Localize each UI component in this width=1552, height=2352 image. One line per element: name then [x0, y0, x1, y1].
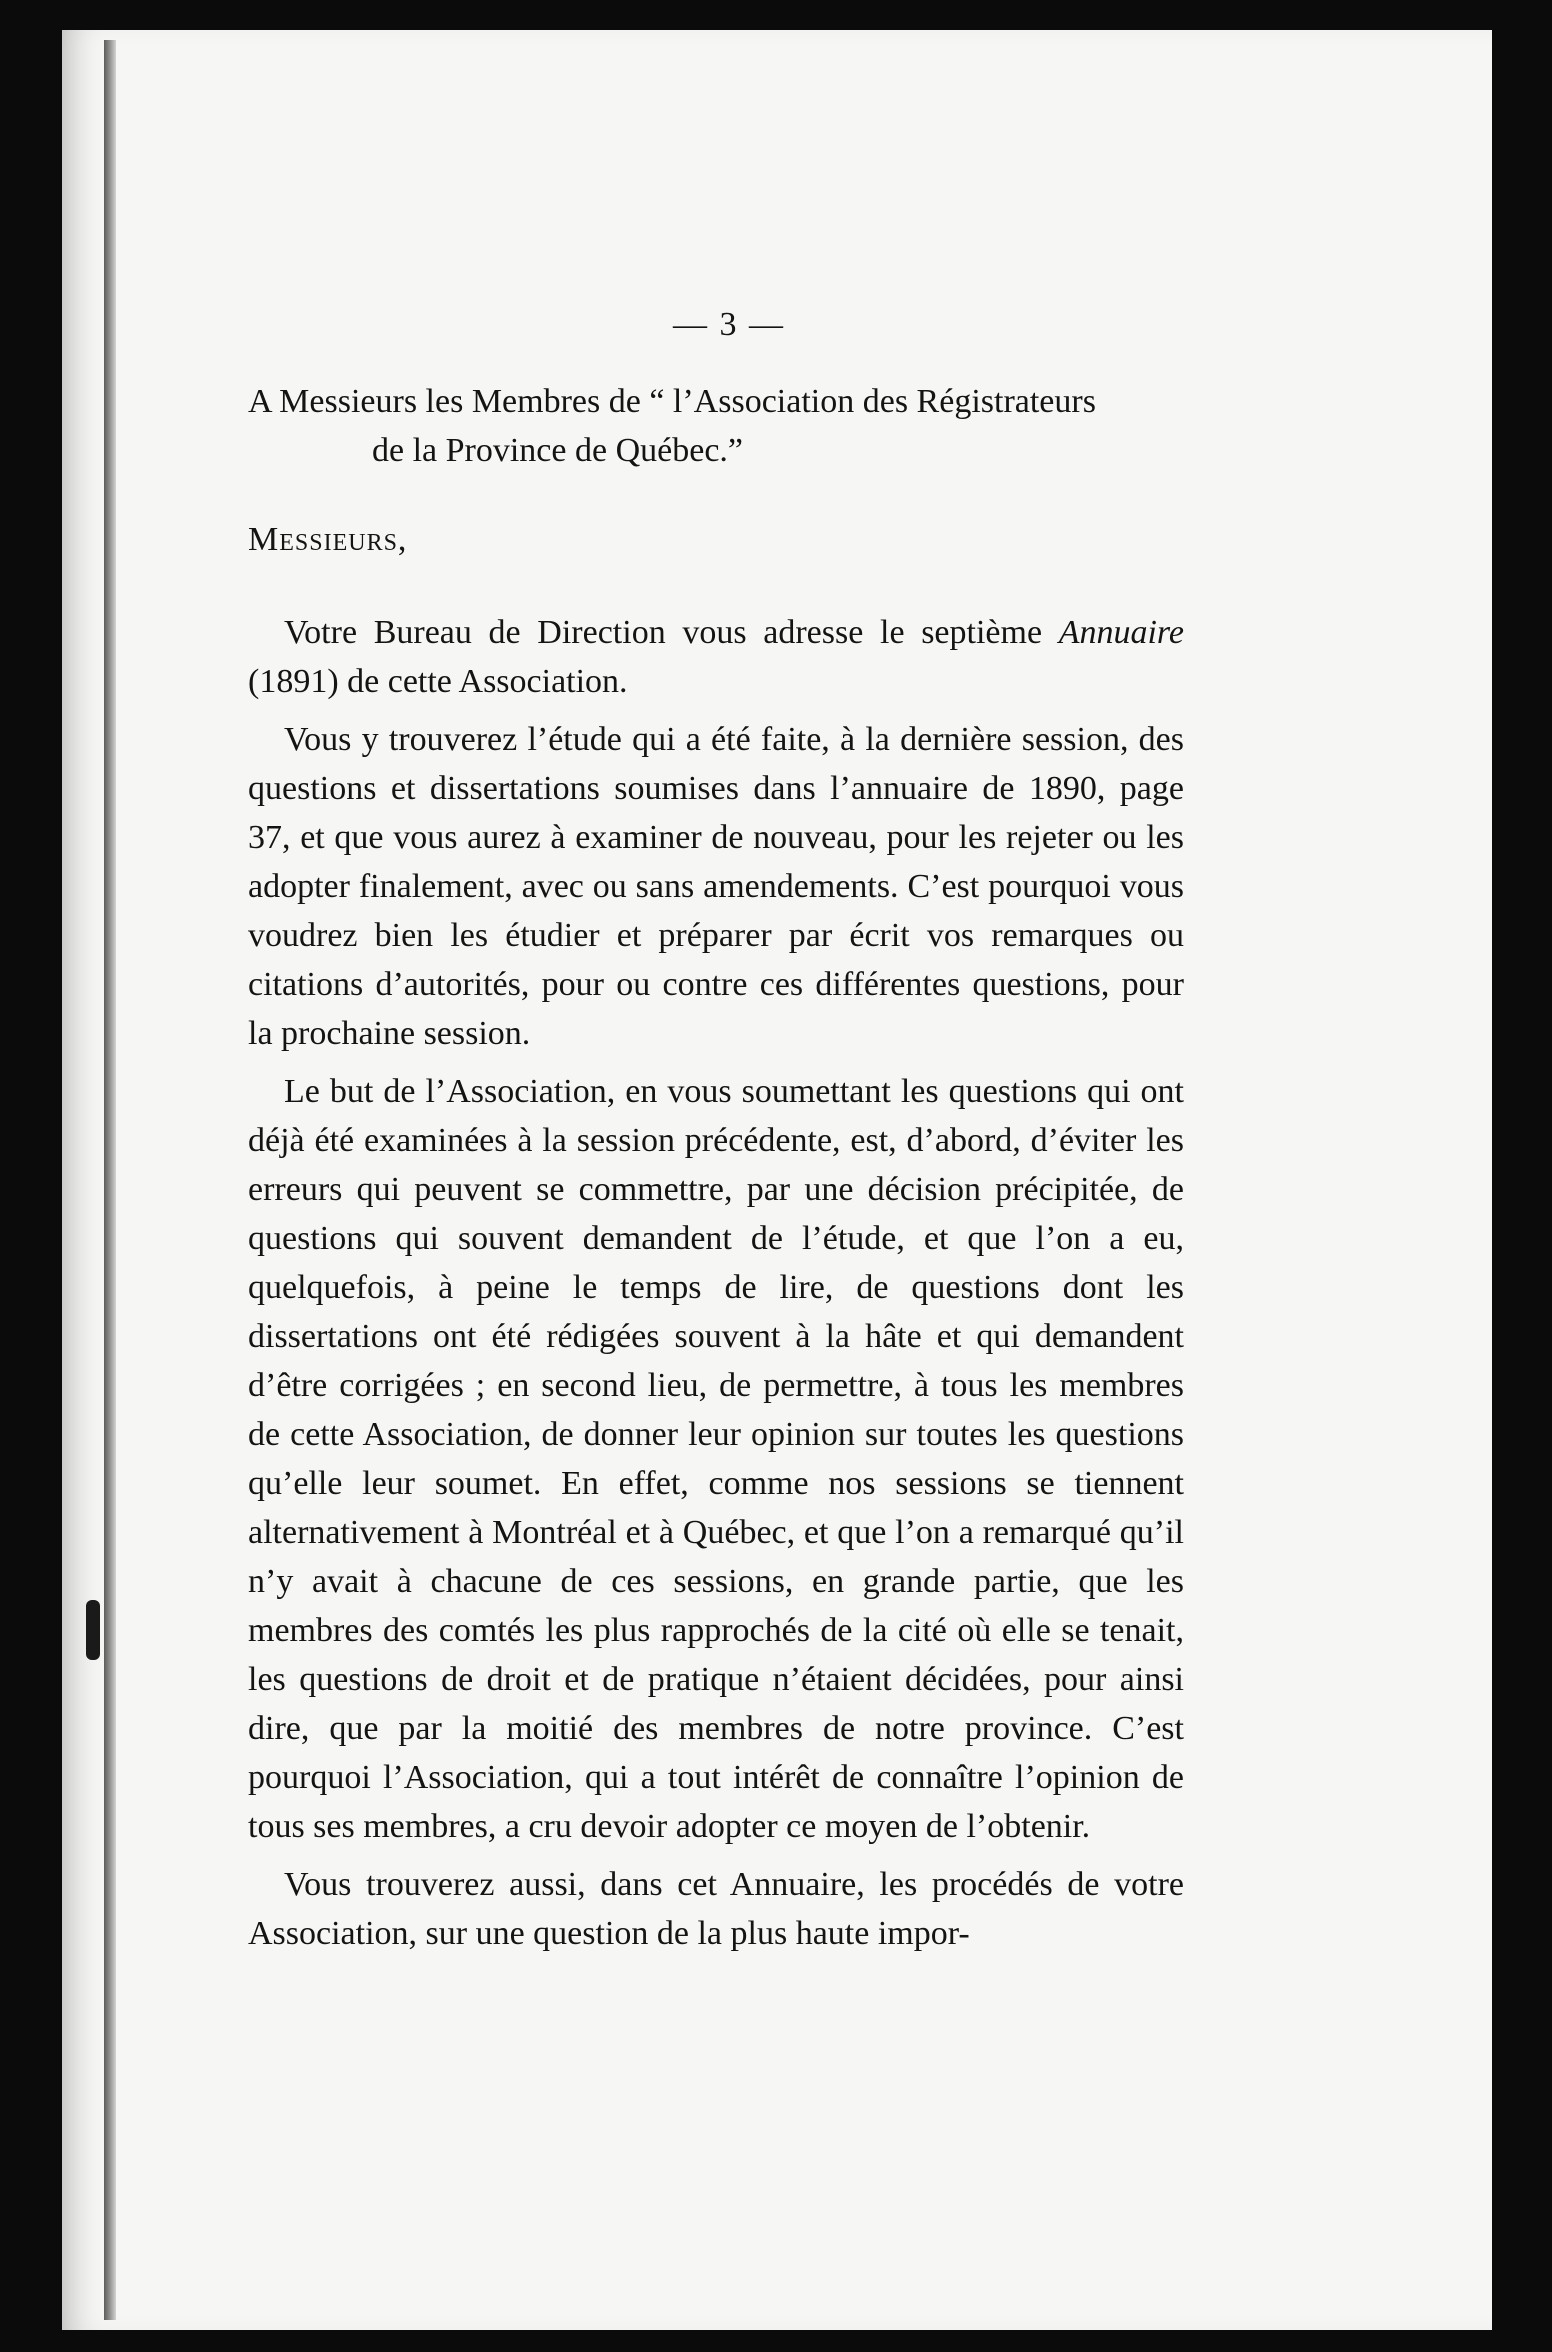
- paragraph-2: Vous y trouverez l’étude qui a été faite, à la dernière session, des questions et dissertations soumises dans l’annuaire de 1890, page 37, et que vous aurez à examiner de nouveau, pour les rejeter ou les adopter finalement, avec ou sans amendements. C’est pourquoi vous voudrez bien les étudier et préparer par écrit vos remarques ou citations d’autorités, pour ou contre ces différentes questions, pour la prochaine session.: [248, 721, 1184, 1052]
- binding-mark: [86, 1600, 100, 1660]
- paragraph-3: Le but de l’Association, en vous soumettant les questions qui ont déjà été examinées à la session précédente, est, d’abord, d’éviter les erreurs qui peuvent se commettre, par une décision précipitée, de questions qui souvent demandent de l’étude, et que l’on a eu, quelquefois, à peine le temps de lire, de questions dont les dissertations ont été rédigées souvent à la hâte et qui demandent d’être corrigées ; en second lieu, de permettre, à tous les membres de cette Association, de donner leur opinion sur toutes les questions qu’elle leur soumet. En effet, comme nos sessions se tiennent alternativement à Montréal et à Québec, et que l’on a remarqué qu’il n’y avait à chacune de ces sessions, en grande partie, que les membres des comtés les plus rapprochés de la cité où elle se tenait, les questions de droit et de pratique n’étaient décidées, pour ainsi dire, que par la moitié des membres de notre province. C’est pourquoi l’Association, qui a tout intérêt de connaître l’opinion de tous ses membres, a cru devoir adopter ce moyen de l’obtenir.: [248, 1073, 1184, 1845]
- paragraph-1-text-before: Votre Bureau de Direction vous adresse le septième: [284, 614, 1059, 651]
- paragraph-1-text-after: (1891) de cette Association.: [248, 663, 628, 700]
- salutation: Messieurs,: [248, 521, 408, 558]
- address-line-2: de la Province de Québec.”: [372, 432, 743, 469]
- paragraph-4: Vous trouverez aussi, dans cet Annuaire, les procédés de votre Association, sur une question de la plus haute impor-: [248, 1866, 1184, 1952]
- paragraph-1-italic-title: Annuaire: [1058, 614, 1184, 651]
- address-line-1: A Messieurs les Membres de “ l’Association des Régistrateurs: [248, 383, 1096, 420]
- document-body: [248, 300, 1184, 1967]
- page-number: — 3 —: [673, 306, 785, 343]
- page-binding-edge: [104, 40, 116, 2320]
- address-heading: [248, 377, 1184, 475]
- paragraph-1: [248, 608, 1184, 706]
